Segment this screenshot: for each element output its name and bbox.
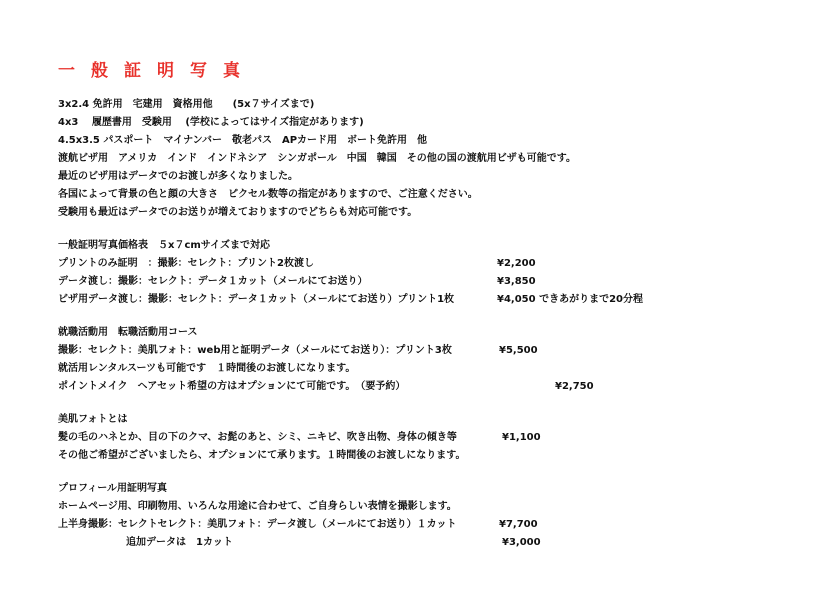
job-line: ポイントメイク ヘアセット希望の方はオプションにて可能です。 （要予約） bbox=[58, 381, 406, 392]
intro-line: 4.5x3.5 パスポート マイナンバー 敬老パス APカード用 ボート免許用 他 bbox=[58, 135, 428, 146]
intro-line: 受験用も最近はデータでのお送りが増えておりますのでどちらも対応可能です。 bbox=[58, 207, 418, 218]
beauty-heading: 美肌フォトとは bbox=[58, 414, 128, 425]
beauty-price: ¥1,100 bbox=[502, 432, 541, 443]
profile-line: ホームページ用、印刷物用、いろんな用途に合わせて、ご自身らしい表情を撮影します。 bbox=[58, 501, 457, 512]
profile-extra-price: ¥3,000 bbox=[502, 537, 541, 548]
profile-heading: プロフィール用証明写真 bbox=[58, 483, 167, 494]
intro-line: 4x3 履歴書用 受験用 (学校によってはサイズ指定があります) bbox=[58, 117, 364, 128]
price-row-label: データ渡し：撮影：セレクト：データ１カット（メールにてお送り） bbox=[58, 276, 368, 287]
job-heading: 就職活動用 転職活動用コース bbox=[58, 327, 198, 338]
page-title: 一般証明写真 bbox=[58, 61, 256, 81]
intro-line: 3x2.4 免許用 宅建用 資格用他 (5x７サイズまで) bbox=[58, 99, 315, 110]
job-line: 就活用レンタルスーツも可能です １時間後のお渡しになります。 bbox=[58, 363, 356, 374]
price-table-heading: 一般証明写真価格表 ５x７cmサイズまで対応 bbox=[58, 240, 270, 251]
price-row-label: ビザ用データ渡し：撮影：セレクト：データ１カット（メールにてお送り）プリント1枚 bbox=[58, 294, 455, 305]
job-price: ¥5,500 bbox=[499, 345, 538, 356]
profile-line: 上半身撮影：セレクトセレクト：美肌フォト：データ渡し（メールにてお送り）１カット bbox=[58, 519, 457, 530]
price-row-price: ¥4,050 できあがりまで20分程 bbox=[497, 294, 643, 305]
intro-line: 最近のビザ用はデータでのお渡しが多くなりました。 bbox=[58, 171, 298, 182]
intro-line: 渡航ビザ用 アメリカ インド インドネシア シンガポール 中国 韓国 その他の国の渡航用ビザも可能です。 bbox=[58, 153, 576, 164]
beauty-line: その他ご希望がございましたら、オプションにて承ります。１時間後のお渡しになります。 bbox=[58, 450, 466, 461]
beauty-line: 髪の毛のハネとか、目の下のクマ、お髭のあと、シミ、ニキビ、吹き出物、身体の傾き等 bbox=[58, 432, 457, 443]
job-line: 撮影：セレクト：美肌フォト：web用と証明データ（メールにてお送り）：プリント3枚 bbox=[58, 345, 452, 356]
job-option-price: ¥2,750 bbox=[555, 381, 594, 392]
profile-line: 追加データは 1カット bbox=[126, 537, 233, 548]
price-row-label: プリントのみ証明 ：撮影：セレクト：プリント2枚渡し bbox=[58, 258, 314, 269]
intro-line: 各国によって背景の色と顔の大きさ ピクセル数等の指定がありますので、ご注意ください。 bbox=[58, 189, 478, 200]
price-row-price: ¥2,200 bbox=[497, 258, 536, 269]
profile-price: ¥7,700 bbox=[499, 519, 538, 530]
price-row-price: ¥3,850 bbox=[497, 276, 536, 287]
